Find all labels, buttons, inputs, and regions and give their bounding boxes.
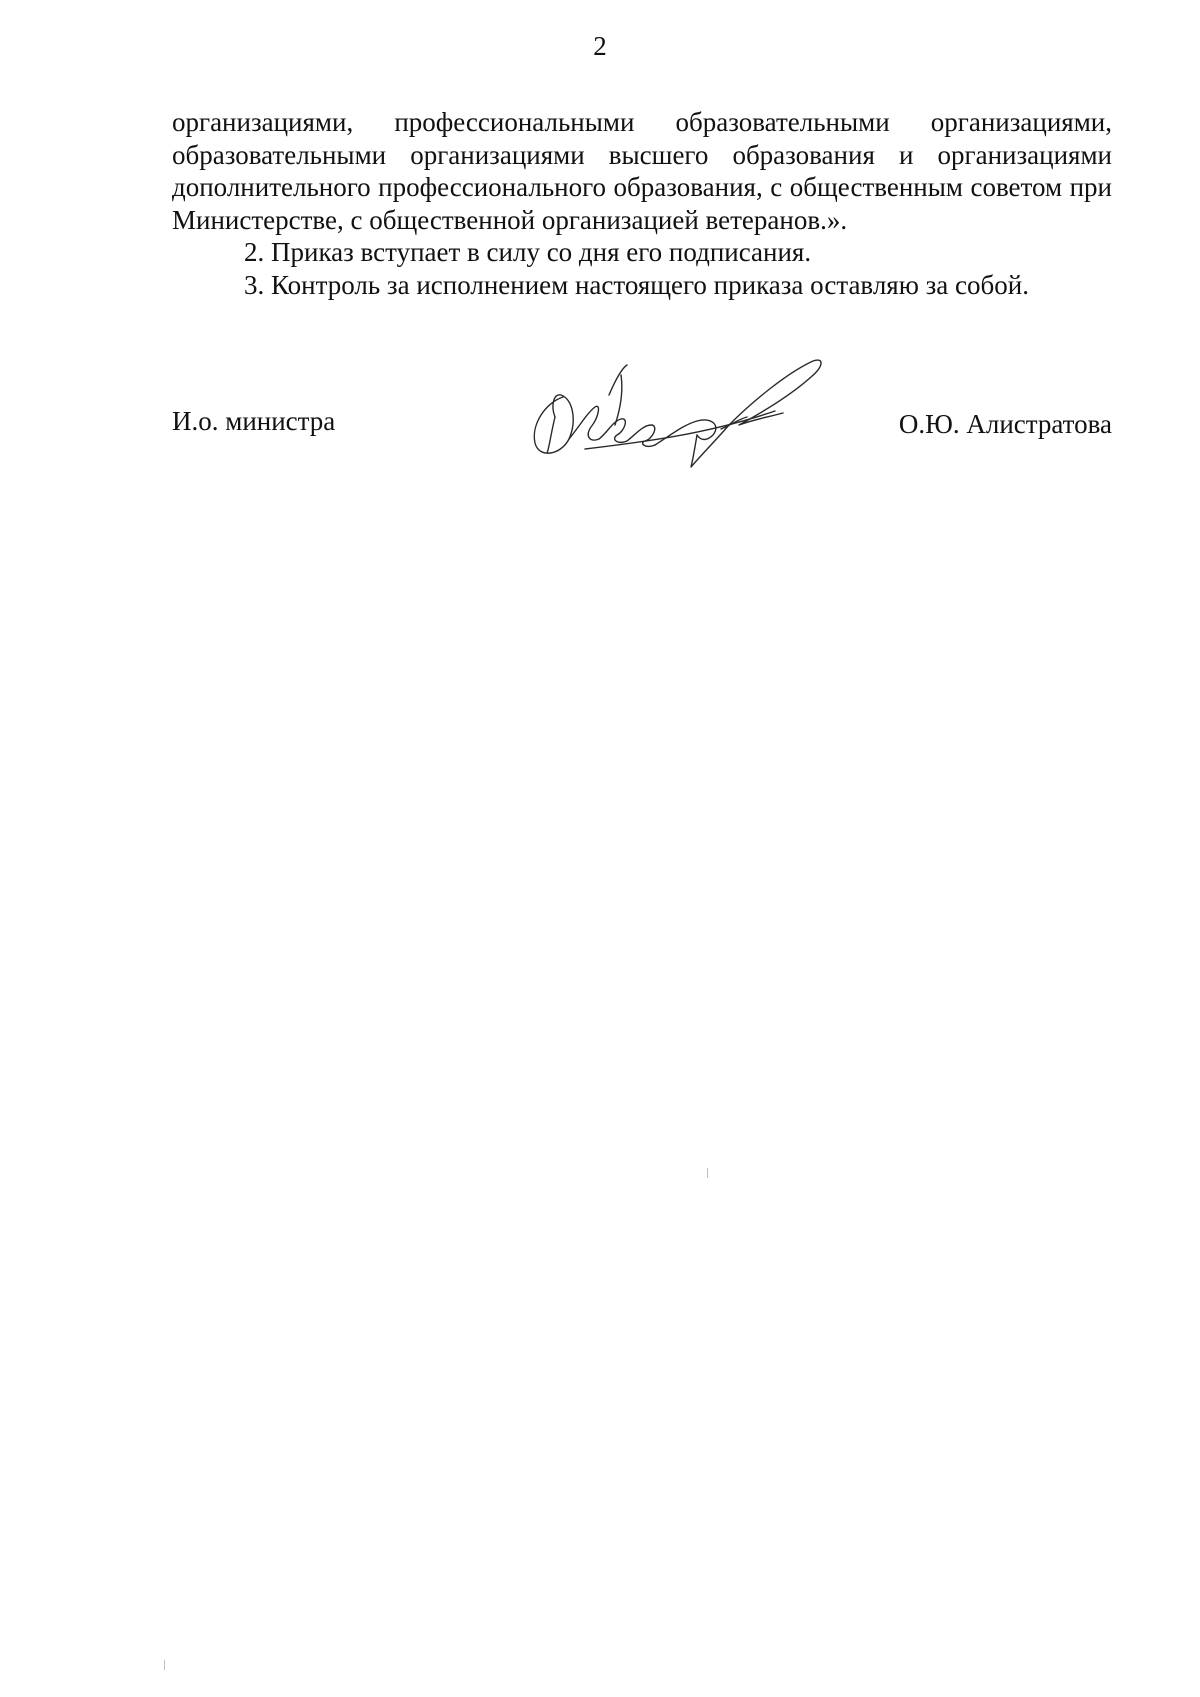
scan-artifact: [707, 1168, 708, 1178]
page-number: 2: [593, 31, 607, 61]
scan-artifact: [164, 1660, 165, 1670]
paragraph-continuation: организациями, профессиональными образовательными организациями, образовательными организациями высшего образования и организациями дополнительного профессионального образования, с общественным советом при Министерстве, с общественной организацией ветеранов.».: [172, 107, 1112, 235]
signatory-position: И.о. министра: [172, 406, 336, 436]
paragraph-item-2: 2. Приказ вступает в силу со дня его подписания.: [244, 237, 812, 267]
document-body: [172, 106, 1112, 301]
paragraph-item-3: 3. Контроль за исполнением настоящего приказа оставляю за собой.: [244, 269, 1029, 300]
handwritten-signature: [525, 355, 835, 470]
signatory-name: О.Ю. Алистратова: [898, 409, 1112, 439]
